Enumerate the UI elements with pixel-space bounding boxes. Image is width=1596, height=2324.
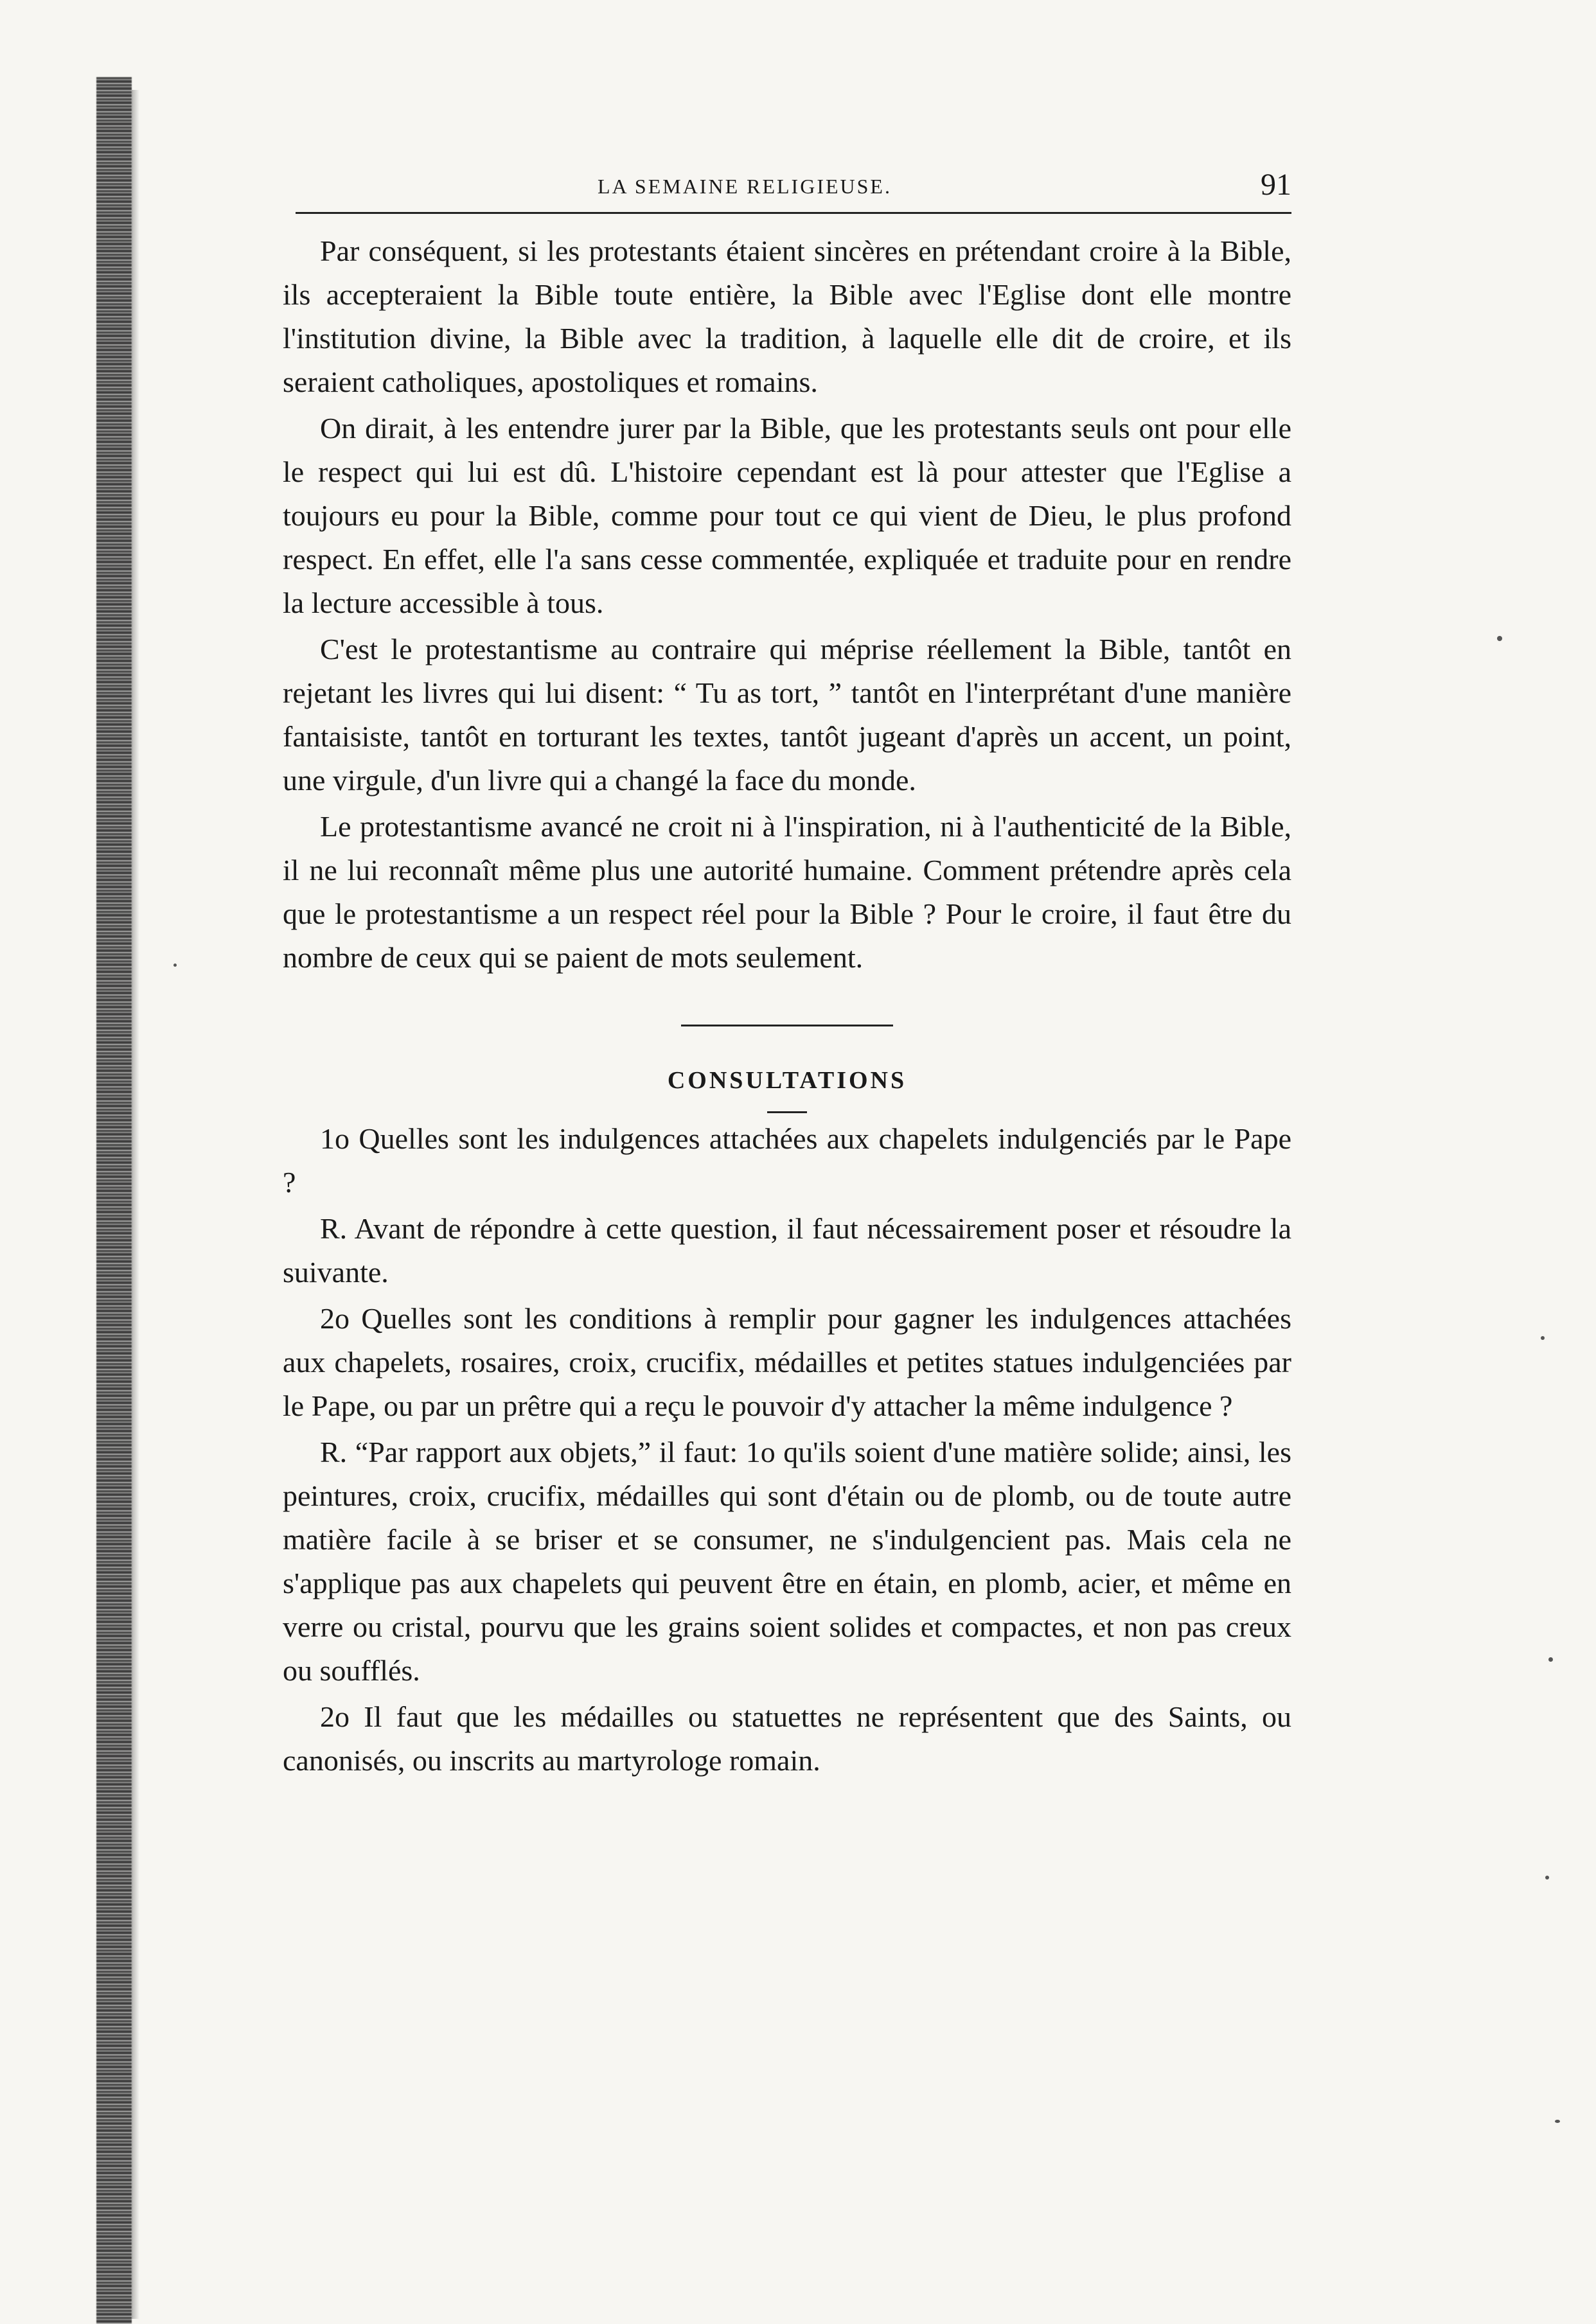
paragraph: C'est le protestantisme au contraire qui méprise réellement la Bible, tantôt en rejetant les livres qui lui disent: “ Tu as tort, ” tantôt en l'interprétant d'une manière fantaisiste, tantôt en torturant les textes, tantôt jugeant d'après un accent, un point, une virgule, d'un livre qui a changé la face du monde. bbox=[283, 633, 1291, 797]
paragraph: On dirait, à les entendre jurer par la Bible, que les protestants seuls ont pour elle le respect qui lui est dû. L'histoire cependant est là pour attester que l'Eglise a toujours eu pour la Bible, comme pour tout ce qui vient de Dieu, le plus profond respect. En effet, elle l'a sans cesse commentée, expliquée et traduite pour en rendre la lecture accessible à tous. bbox=[283, 412, 1291, 619]
binding-edge bbox=[96, 77, 132, 2324]
article-body bbox=[283, 229, 1291, 980]
paragraph: Par conséquent, si les protestants étaient sincères en prétendant croire à la Bible, ils accepteraient la Bible toute entière, la Bible avec l'Eglise dont elle montre l'institution divine, la Bible avec la tradition, à laquelle elle dit de croire, et ils seraient catholiques, apostoliques et romains. bbox=[283, 234, 1291, 398]
paragraph: R. “Par rapport aux objets,” il faut: 1o qu'ils soient d'une matière solide; ainsi, les peintures, croix, crucifix, médailles qui sont d'étain ou de plomb, ou de toute autre matière facile à se briser et se consumer, ne s'indulgencient pas. Mais cela ne s'applique pas aux chapelets qui peuvent être en étain, en plomb, acier, et même en verre ou cristal, pourvu que les grains soient solides et compactes, et non pas creux ou soufflés. bbox=[283, 1436, 1291, 1687]
running-head bbox=[296, 167, 1291, 214]
section-divider bbox=[681, 1025, 893, 1026]
heading-dash bbox=[767, 1111, 807, 1113]
section-heading: CONSULTATIONS bbox=[667, 1067, 907, 1094]
paragraph: R. Avant de répondre à cette question, il faut nécessairement poser et résoudre la suivante. bbox=[283, 1212, 1291, 1289]
paragraph: 1o Quelles sont les indulgences attachées aux chapelets indulgenciés par le Pape ? bbox=[283, 1122, 1291, 1199]
scan-speck bbox=[173, 964, 177, 967]
paragraph: 2o Quelles sont les conditions à remplir pour gagner les indulgences attachées aux chapelets, rosaires, croix, crucifix, médailles et petites statues indulgenciées par le Pape, ou par un prêtre qui a reçu le pouvoir d'y attacher la même indulgence ? bbox=[283, 1302, 1291, 1422]
binding-shadow bbox=[132, 90, 139, 2319]
scan-speck bbox=[1541, 1336, 1545, 1340]
running-title: LA SEMAINE RELIGIEUSE. bbox=[598, 175, 892, 198]
scan-speck bbox=[1555, 2120, 1560, 2123]
scan-speck bbox=[1545, 1876, 1549, 1879]
consultations-body bbox=[283, 1117, 1291, 1783]
printed-page bbox=[283, 167, 1291, 1783]
scan-speck bbox=[1548, 1657, 1553, 1662]
page-number: 91 bbox=[1261, 168, 1291, 202]
paragraph: 2o Il faut que les médailles ou statuettes ne représentent que des Saints, ou canonisés, ou inscrits au martyrologe romain. bbox=[283, 1700, 1291, 1777]
scan-speck bbox=[1497, 636, 1502, 641]
paragraph: Le protestantisme avancé ne croit ni à l'inspiration, ni à l'authenticité de la Bible, il ne lui reconnaît même plus une autorité humaine. Comment prétendre après cela que le protestantisme a un respect réel pour la Bible ? Pour le croire, il faut être du nombre de ceux qui se paient de mots seulement. bbox=[283, 810, 1291, 974]
